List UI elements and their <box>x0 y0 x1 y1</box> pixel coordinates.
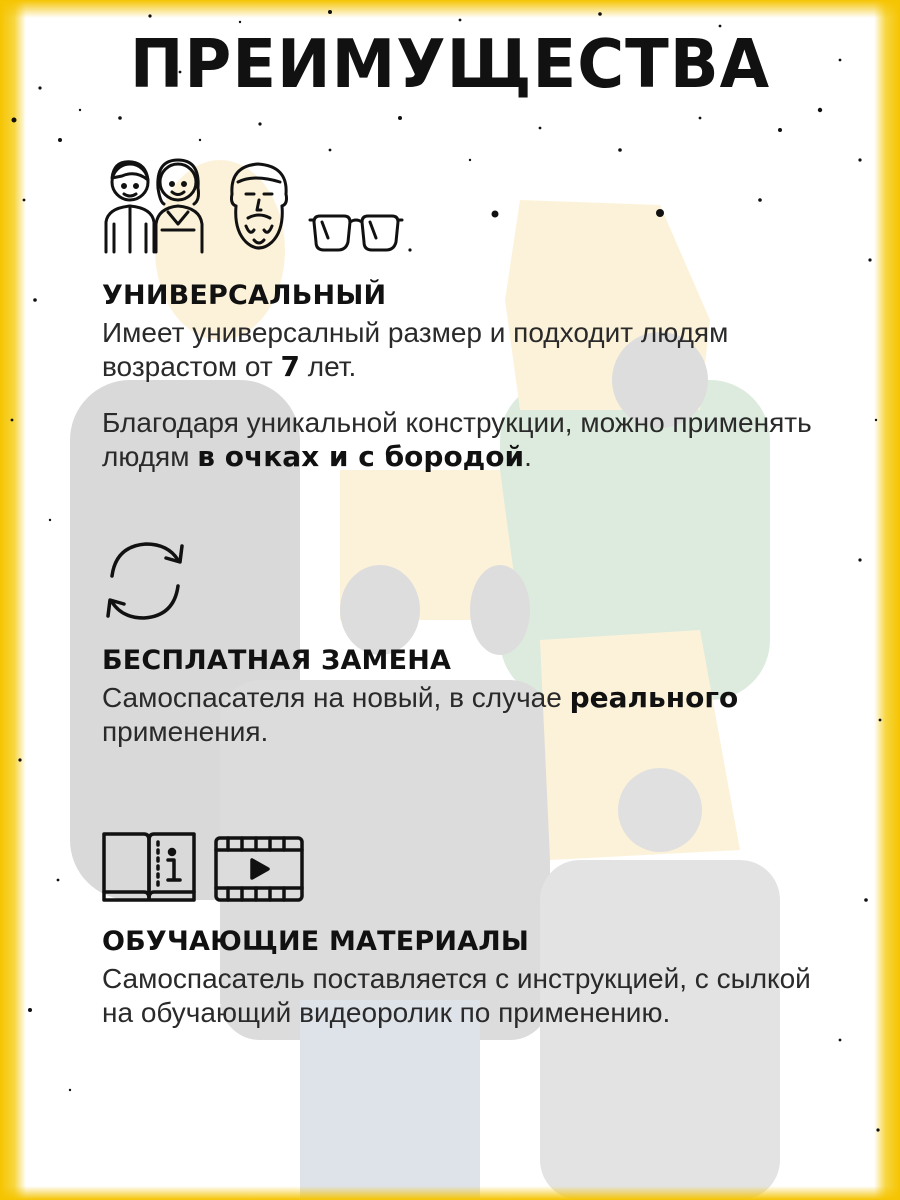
section-universal-icons <box>100 152 404 256</box>
section-materials-icons <box>100 828 306 904</box>
section-universal-text-2: Благодаря уникальной конструкции, можно применять людям в очках и с бородой. <box>102 407 812 473</box>
section-replacement-icons <box>100 536 190 626</box>
section-universal-heading: УНИВЕРСАЛЬНЫЙ <box>102 280 387 311</box>
section-replacement-heading: БЕСПЛАТНАЯ ЗАМЕНА <box>102 645 452 676</box>
section-materials-heading: ОБУЧАЮЩИЕ МАТЕРИАЛЫ <box>102 926 530 957</box>
section-replacement-text: Самоспасателя на новый, в случае реального применения. <box>102 681 739 747</box>
refresh-icon <box>100 536 190 626</box>
section-materials-text: Самоспасатель поставляется с инструкцией, с сылкой на обучающий видеоролик по применению. <box>102 963 811 1028</box>
glasses-icon <box>308 212 404 256</box>
bearded-man-icon <box>224 160 294 256</box>
info-book-icon <box>100 828 198 904</box>
section-universal-text-1: Имеет универсалный размер и подходит людям возрастом от 7 лет. <box>102 317 729 383</box>
children-icon <box>100 152 210 256</box>
video-film-icon <box>212 834 306 904</box>
page-title: ПРЕИМУЩЕСТВА <box>129 26 771 104</box>
